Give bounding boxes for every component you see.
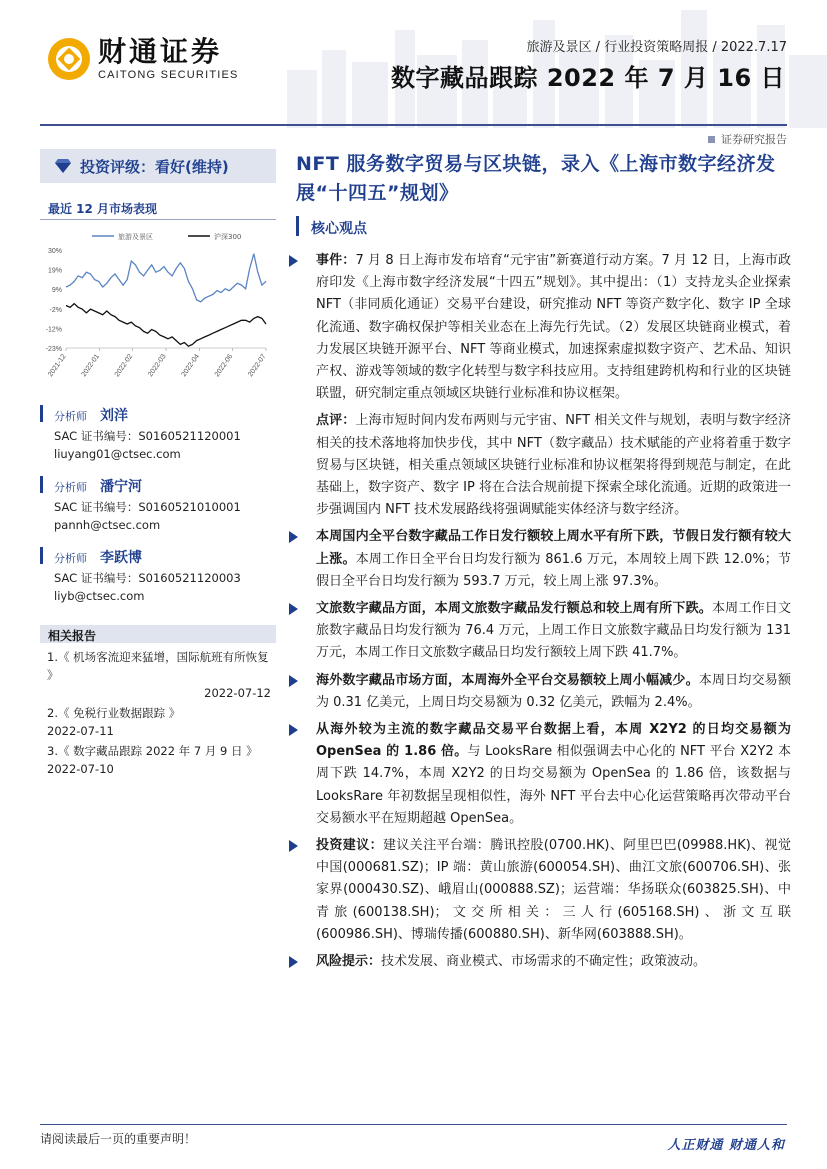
report-title: 数字藏品跟踪 2022 年 7 月 16 日	[390, 64, 785, 92]
analyst-name: 刘洋	[100, 408, 128, 424]
analyst-role: 分析师	[54, 410, 87, 423]
paragraph-text: 本周工作日全平台日均发行额为 861.6 万元，本周较上周下跌 12.0%；节假日全平台日均发行额为 593.7 万元，较上周上涨 97.3%。	[316, 551, 791, 589]
bullet-arrow-icon	[289, 531, 298, 543]
analyst-name: 潘宁河	[100, 479, 142, 495]
paragraph-lead: 从海外较为主流的数字藏品交易平台数据上看，本周 X2Y2 的日均交易额为 OpenSea 的 1.86 倍。	[316, 722, 791, 760]
square-bullet-icon	[708, 136, 715, 143]
paragraph-lead: 事件：	[316, 253, 356, 268]
paragraph-lead: 点评：	[316, 413, 356, 429]
bullet-arrow-icon	[289, 840, 298, 852]
related-report-date: 2022-07-10	[47, 762, 114, 776]
paragraph-lead: 海外数字藏品市场方面，本周海外全平台交易额较上周小幅减少。	[316, 672, 699, 688]
analyst-email[interactable]: liyb@ctsec.com	[54, 589, 145, 603]
y-tick-label: 30%	[47, 248, 62, 255]
investment-rating-box	[40, 149, 276, 183]
caitong-logo-icon	[46, 36, 92, 82]
x-tick-label: 2022-02	[113, 353, 135, 379]
paragraph-domestic	[286, 526, 791, 593]
main-headline: NFT 服务数字贸易与区块链，录入《上海市数字经济发展“十四五”规划》	[296, 153, 776, 204]
analyst-accent-bar	[40, 405, 43, 422]
y-tick-label: 9%	[51, 287, 62, 295]
related-report-item[interactable]	[47, 704, 271, 740]
legend-label: 沪深300	[214, 233, 242, 241]
series-line	[66, 254, 266, 302]
investment-rating: 投资评级：看好(维持)	[80, 157, 229, 176]
analyst-accent-bar	[40, 476, 43, 493]
y-tick-label: 19%	[47, 267, 62, 275]
diamond-icon	[54, 158, 72, 174]
y-tick-label: -23%	[45, 346, 62, 353]
paragraph-text: 上海市短时间内发布两则与元宇宙、NFT 相关文件与规划，表明与数字经济相关的技术落地将加快步伐，其中 NFT（数字藏品）技术赋能的产业将着重于数字贸易与区块链，相关重点领域区块链行业标准和协议框架将得到规范与制定，在此基础上，数字资产、数字 IP 将在合法合规前提下探索全球化流通。近期的政策进一步强调国内 NFT 技术发展路线将强调赋能实体经济与数字经济。	[316, 413, 791, 518]
analyst-email[interactable]: liuyang01@ctsec.com	[54, 447, 181, 461]
bullet-arrow-icon	[289, 675, 298, 687]
related-report-title[interactable]: 1.《 机场客流迎来猛增，国际航班有所恢复 》	[47, 650, 269, 682]
paragraph-text: 与 LooksRare 相似强调去中心化的 NFT 平台 X2Y2 本周下跌 14.7%，本周 X2Y2 的日均交易额为 OpenSea 的 1.86 倍，该数据与 LooksRare 年初数据呈现相似性，海外 NFT 平台去中心化运营策略再次带动平台交易额水平在短期超越 OpenSea。	[316, 744, 791, 826]
paragraph-overseas	[286, 670, 791, 714]
x-tick-label: 2022-07	[247, 353, 268, 379]
legend-label: 旅游及景区	[118, 233, 153, 241]
footer-divider	[40, 1124, 787, 1125]
bullet-arrow-icon	[289, 724, 298, 736]
related-report-title[interactable]: 2.《 免税行业数据跟踪 》	[47, 706, 181, 720]
paragraph-text: 建议关注平台端：腾讯控股(0700.HK)、阿里巴巴(09988.HK)、视觉中国(000681.SZ)；IP 端：黄山旅游(600054.SH)、曲江文旅(600706.SH)、张家界(000430.SZ)、峨眉山(000888.SZ)；运营端：华扬联众(603825.SH)、中青旅(600138.SH)；文交所相关：三人行(605168.SH)、浙文互联(600986.SH)、博瑞传播(600880.SH)、新华网(603888.SH)。	[316, 838, 791, 942]
related-report-item[interactable]	[47, 742, 271, 778]
footer-slogan: 人正财通 财通人和	[667, 1138, 785, 1153]
paragraph-text: 技术发展、商业模式、市场需求的不确定性；政策波动。	[381, 954, 707, 970]
market-performance-title: 最近 12 月市场表现	[48, 202, 158, 216]
paragraph-platforms	[286, 719, 791, 830]
core-views-title: 核心观点	[311, 221, 367, 237]
analyst-cert: SAC 证书编号：S0160521120003	[54, 571, 241, 585]
core-accent-bar	[296, 216, 299, 236]
analyst-name: 李跃博	[100, 550, 142, 566]
paragraph-lead: 本周国内全平台数字藏品工作日发行额较上周水平有所下跌，节假日发行额有较大上涨。	[316, 529, 791, 567]
analyst-email[interactable]: pannh@ctsec.com	[54, 518, 161, 532]
market-performance-chart	[30, 224, 280, 394]
x-tick-label: 2021-12	[47, 353, 68, 379]
related-reports-list	[47, 648, 271, 780]
related-report-date: 2022-07-12	[204, 686, 271, 700]
paragraph-text: 本周日均交易额为 0.31 亿美元，上周日均交易额为 0.32 亿美元，跌幅为 2.4%。	[316, 672, 791, 710]
report-type-text: 证券研究报告	[721, 133, 787, 146]
bullet-arrow-icon	[289, 956, 298, 968]
header-divider	[40, 124, 787, 126]
x-tick-label: 2022-01	[80, 353, 101, 379]
performance-divider	[40, 219, 276, 220]
paragraph-text: 本周工作日文旅数字藏品日均发行额为 76.4 万元，上周工作日文旅数字藏品日均发行额为 131 万元，本周工作日文旅数字藏品日均发行额较上周下跌 41.7%。	[316, 601, 791, 661]
paragraph-comment	[286, 410, 791, 521]
paragraph-cultural-tourism	[286, 598, 791, 665]
analyst-role: 分析师	[54, 552, 87, 565]
related-reports-title: 相关报告	[48, 629, 97, 643]
paragraph-text: 7 月 8 日上海市发布培育“元宇宙”新赛道行动方案。7 月 12 日，上海市政府印发《上海市数字经济发展“十四五”规划》。其中提出：（1）支持龙头企业探索 NFT（非同质化通证）交易平台建设，研究推动 NFT 等资产数字化、数字 IP 全球化流通、数字确权保护等相关业态在上海先行先试。（2）发展区块链商业模式，着力发展区块链开源平台、NFT 等商业模式，加速探索虚拟数字资产、艺术品、知识产权、游戏等领域的数字化转型与数字科技应用。支持组建跨机构和行业的区块链联盟，研究制定重点领域区块链行业标准和协议框架。	[316, 253, 791, 402]
bullet-arrow-icon	[289, 603, 298, 615]
company-logo	[46, 36, 239, 82]
footer-disclaimer: 请阅读最后一页的重要声明！	[40, 1132, 197, 1146]
paragraph-lead: 风险提示：	[316, 954, 382, 970]
breadcrumb: 旅游及景区 / 行业投资策略周报 / 2022.7.17	[526, 40, 787, 55]
paragraph-lead: 投资建议：	[316, 838, 383, 854]
x-tick-label: 2022-03	[147, 353, 168, 379]
page-header	[0, 0, 827, 128]
paragraph-event	[286, 250, 791, 405]
related-report-date: 2022-07-11	[47, 724, 114, 738]
logo-chinese-name: 财通证券	[98, 35, 223, 68]
paragraph-risk	[286, 951, 791, 973]
logo-english-name: CAITONG SECURITIES	[98, 69, 239, 81]
x-tick-label: 2022-04	[180, 353, 201, 379]
analyst-role: 分析师	[54, 481, 87, 494]
related-report-title[interactable]: 3.《 数字藏品跟踪 2022 年 7 月 9 日 》	[47, 744, 258, 758]
x-tick-label: 2022-06	[213, 353, 235, 379]
analyst-cert: SAC 证书编号：S0160521120001	[54, 429, 241, 443]
analyst-accent-bar	[40, 547, 43, 564]
report-type-label	[708, 131, 787, 147]
bullet-arrow-icon	[289, 255, 298, 267]
related-report-item[interactable]	[47, 648, 271, 702]
y-tick-label: -12%	[45, 326, 62, 334]
paragraph-lead: 文旅数字藏品方面，本周文旅数字藏品发行额总和较上周有所下跌。	[316, 601, 712, 617]
report-body	[286, 250, 791, 978]
y-tick-label: -2%	[49, 306, 62, 314]
analyst-cert: SAC 证书编号：S0160521010001	[54, 500, 241, 514]
series-line	[66, 304, 266, 347]
paragraph-investment-advice	[286, 835, 791, 946]
